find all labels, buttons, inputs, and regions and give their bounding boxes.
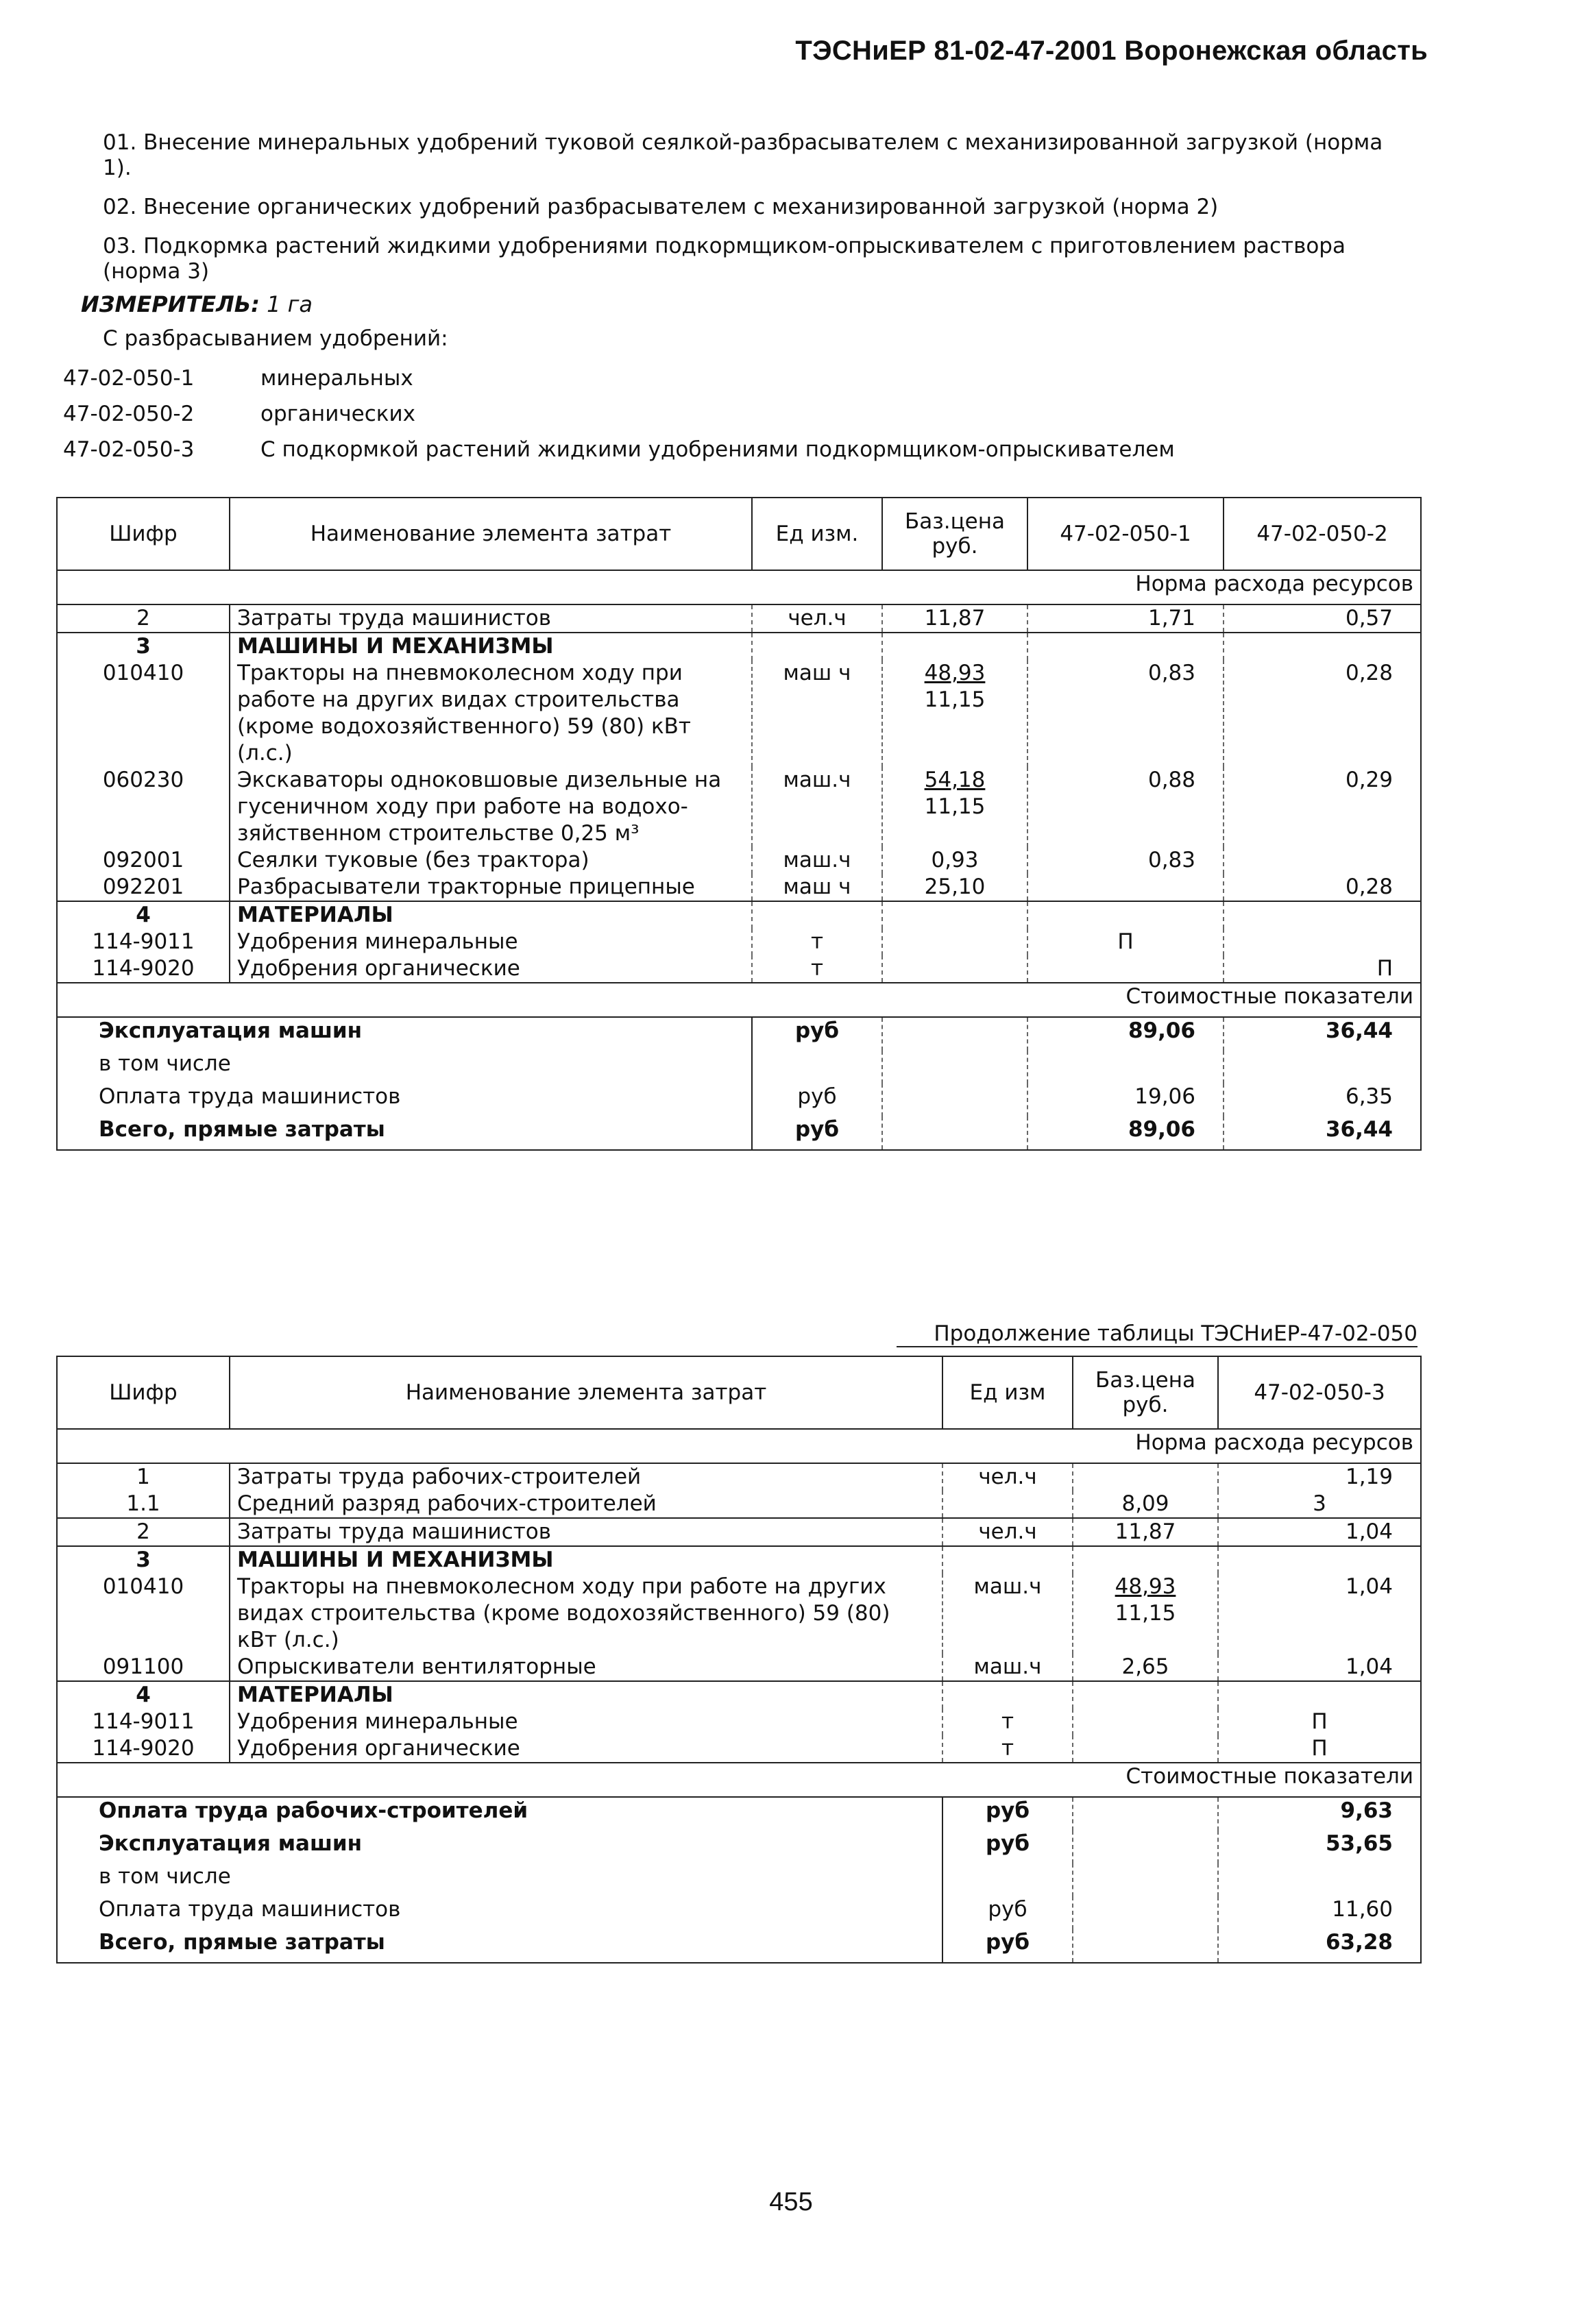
row-value-2 bbox=[1224, 929, 1421, 955]
cost-table-1 bbox=[56, 497, 1422, 1151]
cost-name: в том числе bbox=[99, 1051, 231, 1076]
row-code: 114-9011 bbox=[92, 1709, 195, 1734]
header-code: Шифр bbox=[57, 1356, 230, 1429]
cost-unit: руб bbox=[942, 1831, 1073, 1863]
cost-value-1: 63,28 bbox=[1218, 1929, 1421, 1963]
cost-row bbox=[57, 1929, 1421, 1963]
table-row bbox=[57, 847, 1421, 874]
code-name: минеральных bbox=[260, 366, 413, 391]
header-code: Шифр bbox=[57, 498, 230, 570]
row-code: 2 bbox=[57, 604, 230, 633]
cost-name: Оплата труда машинистов bbox=[99, 1897, 401, 1922]
row-price: 25,10 bbox=[882, 874, 1027, 901]
row-code: 091100 bbox=[102, 1654, 184, 1679]
table-row bbox=[57, 1735, 1421, 1763]
row-name: Опрыскиватели вентиляторные bbox=[230, 1654, 942, 1681]
row-code: 092201 bbox=[102, 874, 184, 899]
cost-name: Всего, прямые затраты bbox=[99, 1930, 385, 1955]
row-unit: т bbox=[942, 1735, 1073, 1763]
row-value-1: 1,71 bbox=[1027, 604, 1224, 633]
header-col1: 47-02-050-1 bbox=[1027, 498, 1224, 570]
header-unit: Ед изм. bbox=[752, 498, 882, 570]
row-price bbox=[882, 660, 1027, 767]
row-price bbox=[1073, 1574, 1218, 1654]
cost-name: Всего, прямые затраты bbox=[99, 1117, 385, 1142]
code-list bbox=[63, 360, 1175, 467]
row-price bbox=[1073, 1463, 1218, 1491]
code-row bbox=[63, 360, 1175, 396]
table-row bbox=[57, 1518, 1421, 1546]
table-row bbox=[57, 1574, 1421, 1654]
row-unit: чел.ч bbox=[942, 1463, 1073, 1491]
header-unit: Ед изм bbox=[942, 1356, 1073, 1429]
row-value-1 bbox=[1027, 874, 1224, 901]
row-value-1: 0,83 bbox=[1027, 847, 1224, 874]
row-code: 114-9011 bbox=[92, 929, 195, 954]
code-name: С подкормкой растений жидкими удобрениями подкормщиком-опрыскивателем bbox=[260, 437, 1175, 462]
section-title: МАТЕРИАЛЫ bbox=[230, 901, 752, 929]
row-code: 010410 bbox=[102, 1574, 184, 1599]
code-name: органических bbox=[260, 402, 415, 426]
row-unit: маш ч bbox=[752, 874, 882, 901]
row-unit: маш.ч bbox=[752, 847, 882, 874]
row-code: 010410 bbox=[102, 661, 184, 685]
intro-block bbox=[103, 130, 1405, 298]
row-name: Удобрения органические bbox=[230, 955, 752, 983]
table-row bbox=[57, 929, 1421, 955]
code-number: 47-02-050-1 bbox=[63, 366, 195, 391]
section-row bbox=[57, 1681, 1421, 1709]
row-unit: т bbox=[752, 929, 882, 955]
section-code: 4 bbox=[57, 901, 230, 929]
header-col2: 47-02-050-2 bbox=[1224, 498, 1421, 570]
row-name: Удобрения минеральные bbox=[230, 929, 752, 955]
row-code: 060230 bbox=[102, 768, 184, 792]
table-row bbox=[57, 1491, 1421, 1518]
section-row bbox=[57, 633, 1421, 660]
norm-label: Норма расхода ресурсов bbox=[1135, 1430, 1413, 1455]
cost-value-1: 89,06 bbox=[1027, 1116, 1224, 1150]
row-value-2: 0,28 bbox=[1224, 660, 1421, 767]
row-value-1 bbox=[1027, 955, 1224, 983]
header-name: Наименование элемента затрат bbox=[230, 1356, 942, 1429]
header-price: Баз.цена руб. bbox=[1073, 1356, 1218, 1429]
row-code: 2 bbox=[57, 1518, 230, 1546]
measure-label: ИЗМЕРИТЕЛЬ: bbox=[81, 291, 260, 317]
row-value-1: 1,04 bbox=[1218, 1654, 1421, 1681]
cost-label-row bbox=[57, 983, 1421, 1017]
section-row bbox=[57, 901, 1421, 929]
row-code: 1 bbox=[57, 1463, 230, 1491]
cost-name: Оплата труда машинистов bbox=[99, 1084, 401, 1109]
section-row bbox=[57, 1546, 1421, 1574]
price-top: 48,93 bbox=[924, 661, 986, 685]
code-number: 47-02-050-2 bbox=[63, 402, 195, 426]
price-top: 54,18 bbox=[924, 768, 986, 792]
cost-unit: руб bbox=[752, 1017, 882, 1051]
row-name: Удобрения минеральные bbox=[230, 1709, 942, 1735]
row-value-1: 3 bbox=[1218, 1491, 1421, 1518]
row-code: 092001 bbox=[102, 848, 184, 872]
norm-label: Норма расхода ресурсов bbox=[1135, 572, 1413, 596]
page-number: 455 bbox=[769, 2188, 813, 2216]
row-value-1: 0,83 bbox=[1027, 660, 1224, 767]
row-value-1: П bbox=[1218, 1709, 1421, 1735]
code-row bbox=[63, 432, 1175, 467]
intro-item: 03. Подкормка растений жидкими удобрениями подкормщиком-опрыскивателем с приготовлением раствора (норма 3) bbox=[103, 234, 1346, 284]
cost-value-1: 89,06 bbox=[1027, 1017, 1224, 1051]
cost-value-2: 6,35 bbox=[1224, 1084, 1421, 1116]
row-value-2 bbox=[1224, 847, 1421, 874]
cost-row bbox=[57, 1116, 1421, 1150]
row-unit: маш.ч bbox=[942, 1574, 1073, 1654]
row-value-2: 0,57 bbox=[1224, 604, 1421, 633]
row-name: Экскаваторы одноковшовые дизельные на гусеничном ходу при работе на водохо-зяйственном строительстве 0,25 м³ bbox=[230, 767, 752, 847]
row-price: 0,93 bbox=[882, 847, 1027, 874]
row-name: Средний разряд рабочих-строителей bbox=[230, 1491, 942, 1518]
row-value-1: 1,04 bbox=[1218, 1574, 1421, 1654]
table-row bbox=[57, 874, 1421, 901]
row-value-2: 0,29 bbox=[1224, 767, 1421, 847]
row-value-1: П bbox=[1218, 1735, 1421, 1763]
section-title: МАТЕРИАЛЫ bbox=[230, 1681, 942, 1709]
cost-label: Стоимостные показатели bbox=[57, 1763, 1421, 1797]
norm-label-row bbox=[57, 1429, 1421, 1463]
page-header: ТЭСНиЕР 81-02-47-2001 Воронежская область bbox=[795, 36, 1428, 66]
row-value-1: 0,88 bbox=[1027, 767, 1224, 847]
row-unit: т bbox=[752, 955, 882, 983]
row-name: Разбрасыватели тракторные прицепные bbox=[230, 874, 752, 901]
row-unit bbox=[942, 1491, 1073, 1518]
section-title: МАШИНЫ И МЕХАНИЗМЫ bbox=[230, 1546, 942, 1574]
row-name: Тракторы на пневмоколесном ходу при работе на других видах строительства (кроме водохозяйственного) 59 (80) кВт (л.с.) bbox=[230, 1574, 942, 1654]
row-name: Затраты труда машинистов bbox=[230, 1518, 942, 1546]
section-code: 4 bbox=[57, 1681, 230, 1709]
measure-line bbox=[81, 291, 313, 317]
intro-item: 02. Внесение органических удобрений разбрасывателем с механизированной загрузкой (норма 2) bbox=[103, 195, 1219, 219]
cost-label: Стоимостные показатели bbox=[57, 983, 1421, 1017]
row-unit: чел.ч bbox=[942, 1518, 1073, 1546]
row-value-2: 0,28 bbox=[1224, 874, 1421, 901]
cost-table-2 bbox=[56, 1356, 1422, 1964]
row-value-1: П bbox=[1027, 929, 1224, 955]
table-row bbox=[57, 1709, 1421, 1735]
cost-name: в том числе bbox=[99, 1864, 231, 1889]
row-code: 1.1 bbox=[126, 1491, 160, 1516]
cost-value-1: 9,63 bbox=[1218, 1797, 1421, 1831]
row-price: 11,87 bbox=[882, 604, 1027, 633]
price-bottom: 11,15 bbox=[924, 687, 986, 712]
cost-row bbox=[57, 1084, 1421, 1116]
cost-label-row bbox=[57, 1763, 1421, 1797]
row-name: Удобрения органические bbox=[230, 1735, 942, 1763]
cost-row bbox=[57, 1831, 1421, 1863]
header-price: Баз.цена руб. bbox=[882, 498, 1027, 570]
row-price: 2,65 bbox=[1073, 1654, 1218, 1681]
table-header-row bbox=[57, 498, 1421, 570]
price-top: 48,93 bbox=[1115, 1574, 1176, 1599]
cost-unit: руб bbox=[942, 1929, 1073, 1963]
cost-row bbox=[57, 1051, 1421, 1084]
cost-unit: руб bbox=[752, 1084, 882, 1116]
row-name: Затраты труда машинистов bbox=[230, 604, 752, 633]
code-row bbox=[63, 396, 1175, 432]
row-value-1: 1,04 bbox=[1218, 1518, 1421, 1546]
cost-value-1: 53,65 bbox=[1218, 1831, 1421, 1863]
code-number: 47-02-050-3 bbox=[63, 437, 195, 462]
header-name: Наименование элемента затрат bbox=[230, 498, 752, 570]
cost-unit: руб bbox=[942, 1797, 1073, 1831]
row-value-1: 1,19 bbox=[1218, 1463, 1421, 1491]
row-code: 114-9020 bbox=[92, 1736, 195, 1761]
cost-unit: руб bbox=[942, 1896, 1073, 1929]
cost-name: Оплата труда рабочих-строителей bbox=[57, 1797, 942, 1831]
cost-value-1: 11,60 bbox=[1218, 1896, 1421, 1929]
table-row bbox=[57, 660, 1421, 767]
table-row bbox=[57, 604, 1421, 633]
row-value-2: П bbox=[1224, 955, 1421, 983]
cost-row bbox=[57, 1896, 1421, 1929]
cost-row bbox=[57, 1797, 1421, 1831]
cost-value-2: 36,44 bbox=[1224, 1116, 1421, 1150]
row-unit: маш ч bbox=[752, 660, 882, 767]
row-name: Затраты труда рабочих-строителей bbox=[230, 1463, 942, 1491]
norm-label-row bbox=[57, 570, 1421, 604]
table-row bbox=[57, 1654, 1421, 1681]
row-unit: маш.ч bbox=[752, 767, 882, 847]
row-unit: т bbox=[942, 1709, 1073, 1735]
price-bottom: 11,15 bbox=[1115, 1601, 1176, 1626]
row-price: 8,09 bbox=[1073, 1491, 1218, 1518]
table-row bbox=[57, 955, 1421, 983]
row-price bbox=[882, 767, 1027, 847]
table-row bbox=[57, 1463, 1421, 1491]
continuation-note: Продолжение таблицы ТЭСНиЕР-47-02-050 bbox=[897, 1321, 1417, 1347]
table-row bbox=[57, 767, 1421, 847]
row-name: Сеялки туковые (без трактора) bbox=[230, 847, 752, 874]
row-unit: маш.ч bbox=[942, 1654, 1073, 1681]
table-header-row bbox=[57, 1356, 1421, 1429]
intro-item: 01. Внесение минеральных удобрений туковой сеялкой-разбрасывателем с механизированной загрузкой (норма 1). bbox=[103, 130, 1383, 180]
spread-heading: С разбрасыванием удобрений: bbox=[103, 326, 448, 351]
section-code: 3 bbox=[57, 1546, 230, 1574]
row-unit: чел.ч bbox=[752, 604, 882, 633]
row-code: 114-9020 bbox=[92, 956, 195, 981]
cost-row bbox=[57, 1017, 1421, 1051]
row-name: Тракторы на пневмоколесном ходу при работе на других видах строительства (кроме водохозяйственного) 59 (80) кВт (л.с.) bbox=[230, 660, 752, 767]
header-col1: 47-02-050-3 bbox=[1218, 1356, 1421, 1429]
section-code: 3 bbox=[57, 633, 230, 660]
cost-unit: руб bbox=[752, 1116, 882, 1150]
cost-name: Эксплуатация машин bbox=[99, 1831, 363, 1856]
cost-value-2: 36,44 bbox=[1224, 1017, 1421, 1051]
price-bottom: 11,15 bbox=[924, 794, 986, 819]
measure-value: 1 га bbox=[267, 291, 313, 317]
section-title: МАШИНЫ И МЕХАНИЗМЫ bbox=[230, 633, 752, 660]
row-price: 11,87 bbox=[1073, 1518, 1218, 1546]
cost-name: Эксплуатация машин bbox=[57, 1017, 752, 1051]
cost-value-1: 19,06 bbox=[1027, 1084, 1224, 1116]
cost-row bbox=[57, 1863, 1421, 1896]
